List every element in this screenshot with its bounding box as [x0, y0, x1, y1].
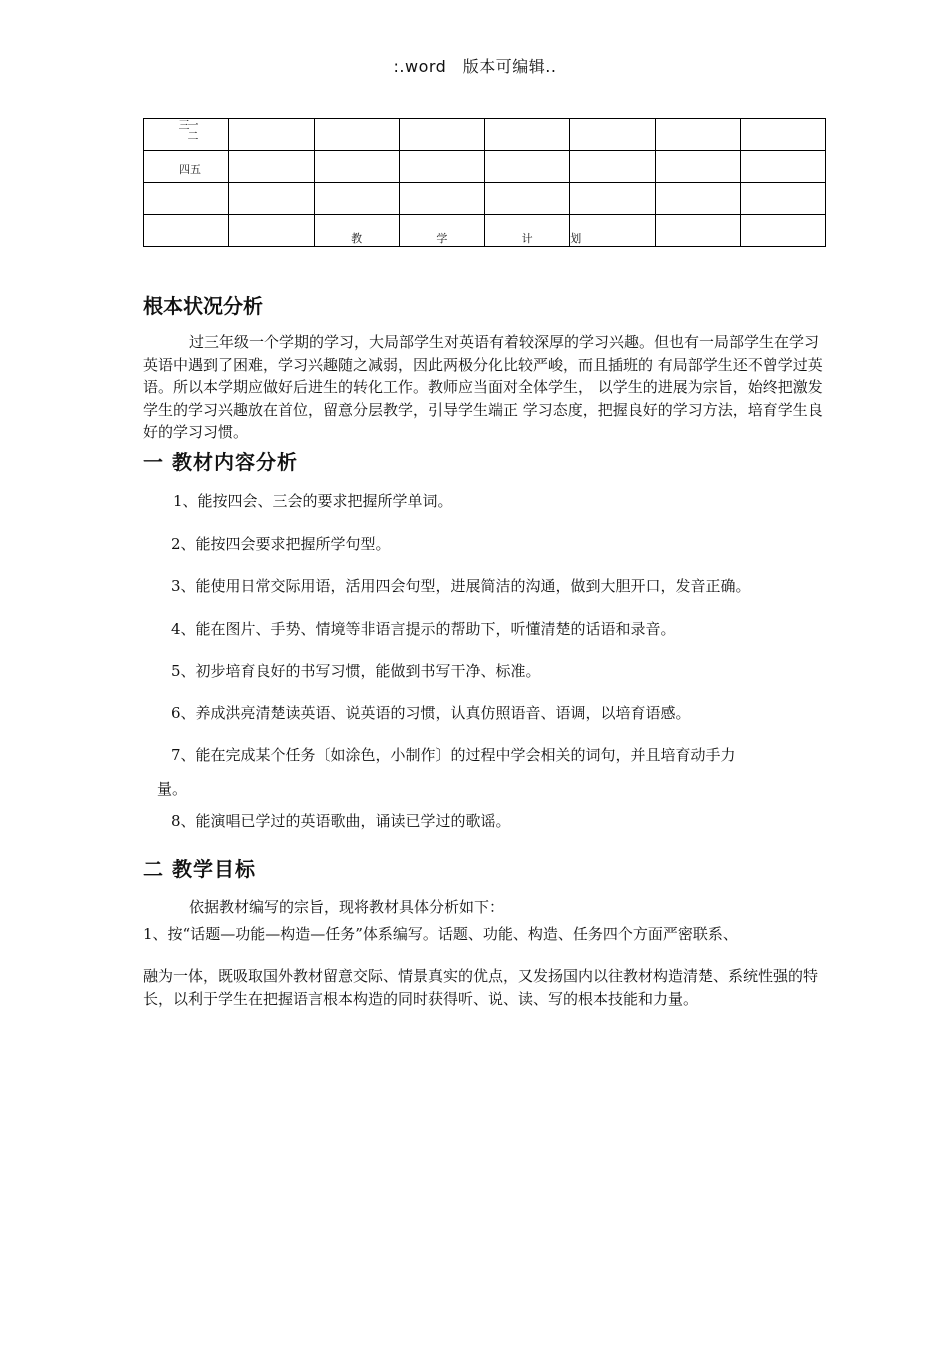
table-cell [485, 151, 570, 183]
table-cell [570, 151, 655, 183]
goals-point-1-continued: 融为一体，既吸取国外教材留意交际、情景真实的优点，又发扬国内以往教材构造清楚、系统性强的特长，以利于学生在把握语言根本构造的同时获得听、说、读、写的根本技能和力量。 [143, 967, 819, 1008]
table-cell [399, 183, 484, 215]
table-cell [655, 151, 740, 183]
table-cell [740, 215, 825, 247]
table-cell [314, 183, 399, 215]
table-cell [229, 151, 314, 183]
section-title-basic: 根本状况分析 [143, 294, 263, 318]
list-item: 4、能在图片、手势、情境等非语言提示的帮助下，听懂清楚的话语和录音。 [171, 620, 676, 638]
table-cell [655, 183, 740, 215]
goals-point-1: 1、按“话题—功能—构造—任务”体系编写。话题、功能、构造、任务四个方面严密联系、 [143, 925, 738, 943]
schedule-table [143, 118, 826, 247]
table-cell [570, 119, 655, 151]
section-title-content: 一 教材内容分析 [143, 450, 298, 474]
table-cell [144, 151, 229, 183]
list-item: 6、养成洪亮清楚读英语、说英语的习惯，认真仿照语音、语调，以培育语感。 [171, 704, 691, 722]
table-cell [229, 215, 314, 247]
table-cell [655, 119, 740, 151]
table-cell [229, 183, 314, 215]
table-cell [485, 119, 570, 151]
table-cell [399, 119, 484, 151]
table-cell [314, 151, 399, 183]
table-cell [740, 183, 825, 215]
page-header: :.word 版本可编辑.. [393, 57, 557, 76]
goals-intro: 依据教材编写的宗旨，现将教材具体分析如下： [189, 898, 505, 916]
table-cell [655, 215, 740, 247]
list-item: 1、能按四会、三会的要求把握所学单词。 [173, 492, 453, 510]
table-row [144, 215, 826, 247]
basic-analysis-text: 过三年级一个学期的学习，大局部学生对英语有着较深厚的学习兴趣。但也有一局部学生在学习英语中遇到了困难，学习兴趣随之减弱，因此两极分化比较严峻，而且插班的 有局部学生还不曾学过英语。所以本学期应做好后进生的转化工作。教师应当面对全体学生， 以学生的进展为宗旨，始终把激发学生的学习兴趣放在首位，留意分层教学，引导学生端正 学习态度，把握良好的学习方法，培育学生良好的学习习惯。 [143, 333, 823, 441]
plan-char: 计 [485, 215, 570, 247]
list-item: 2、能按四会要求把握所学句型。 [171, 535, 391, 553]
table-cell [570, 183, 655, 215]
table-cell [485, 183, 570, 215]
table-row [144, 183, 826, 215]
list-item: 3、能使用日常交际用语，活用四会句型，进展简洁的沟通，做到大胆开口，发音正确。 [171, 577, 751, 595]
table-row [144, 119, 826, 151]
list-item: 5、初步培育良好的书写习惯，能做到书写干净、标准。 [171, 662, 541, 680]
table-cell [314, 119, 399, 151]
plan-char: 学 [399, 215, 484, 247]
plan-char: 划 [570, 215, 655, 247]
table-cell [144, 215, 229, 247]
plan-char: 教 [314, 215, 399, 247]
table-cell [144, 183, 229, 215]
numbers-bottom: 四五 [179, 163, 201, 176]
table-cell [144, 119, 229, 151]
table-cell [399, 151, 484, 183]
list-item: 7、能在完成某个任务〔如涂色，小制作〕的过程中学会相关的词句，并且培育动手力 [171, 746, 736, 764]
table-cell [229, 119, 314, 151]
list-item: 量。 [157, 780, 188, 798]
list-item: 8、能演唱已学过的英语歌曲，诵读已学过的歌谣。 [171, 812, 511, 830]
section-title-goals: 二 教学目标 [143, 857, 256, 881]
table-row [144, 151, 826, 183]
table-cell [740, 151, 825, 183]
numbers-top: 一二三 [177, 119, 199, 141]
table-cell [740, 119, 825, 151]
